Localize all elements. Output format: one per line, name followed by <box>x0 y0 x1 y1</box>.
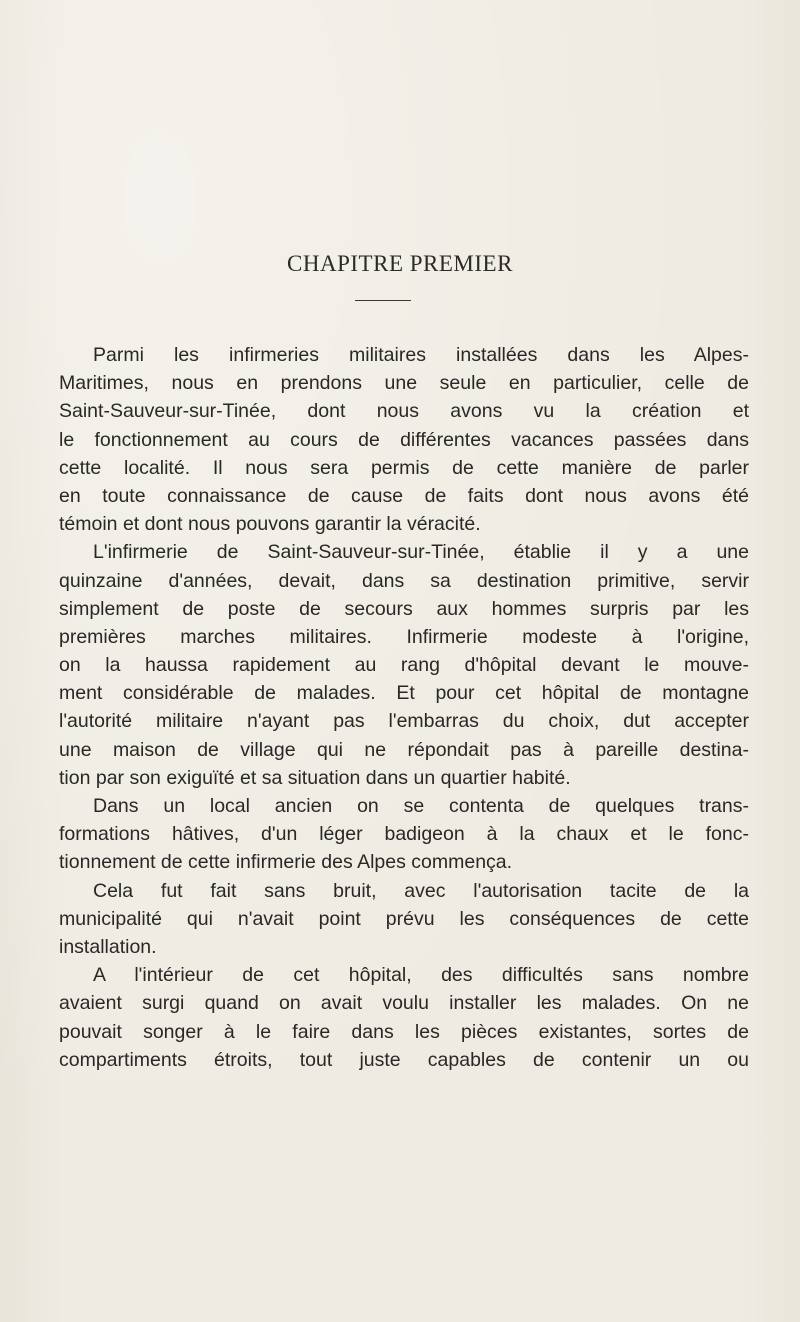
text-line: Saint-Sauveur-sur-Tinée, dont nous avons vu la création et <box>59 400 749 423</box>
text-line: municipalité qui n'avait point prévu les conséquences de cette <box>59 907 749 930</box>
body-text <box>59 341 749 1074</box>
text-line: quinzaine d'années, devait, dans sa destination primitive, servir <box>59 569 749 592</box>
text-line: pouvait songer à le faire dans les pièces existantes, sortes de <box>59 1020 749 1043</box>
text-line: avaient surgi quand on avait voulu installer les malades. On ne <box>59 992 749 1015</box>
text-line: A l'intérieur de cet hôpital, des difficultés sans nombre <box>93 964 749 987</box>
text-line: Dans un local ancien on se contenta de quelques trans- <box>93 795 749 817</box>
chapter-heading: CHAPITRE PREMIER <box>287 251 513 276</box>
text-line: en toute connaissance de cause de faits dont nous avons été <box>59 484 749 507</box>
text-line: une maison de village qui ne répondait pas à pareille destina- <box>59 738 749 761</box>
text-line: Cela fut fait sans bruit, avec l'autorisation tacite de la <box>93 879 749 902</box>
heading-divider <box>355 300 411 301</box>
text-line: témoin et dont nous pouvons garantir la véracité. <box>59 513 481 536</box>
text-line: ment considérable de malades. Et pour cet hôpital de montagne <box>59 682 749 705</box>
text-line: formations hâtives, d'un léger badigeon à la chaux et le fonc- <box>59 823 749 846</box>
text-line: Parmi les infirmeries militaires installées dans les Alpes- <box>93 344 749 366</box>
text-line: on la haussa rapidement au rang d'hôpital devant le mouve- <box>59 654 749 677</box>
text-line: premières marches militaires. Infirmerie modeste à l'origine, <box>59 625 749 648</box>
text-line: compartiments étroits, tout juste capables de contenir un ou <box>59 1048 749 1071</box>
text-line: le fonctionnement au cours de différentes vacances passées dans <box>59 428 749 451</box>
text-line: Maritimes, nous en prendons une seule en particulier, celle de <box>59 372 749 395</box>
text-line: tion par son exiguïté et sa situation dans un quartier habité. <box>59 766 571 789</box>
text-line: simplement de poste de secours aux hommes surpris par les <box>59 597 749 620</box>
text-line: L'infirmerie de Saint-Sauveur-sur-Tinée, établie il y a une <box>93 541 749 564</box>
text-line: cette localité. Il nous sera permis de cette manière de parler <box>59 456 749 479</box>
text-line: l'autorité militaire n'ayant pas l'embarras du choix, dut accepter <box>59 710 749 733</box>
text-line: installation. <box>59 935 157 958</box>
text-line: tionnement de cette infirmerie des Alpes commença. <box>59 851 513 874</box>
